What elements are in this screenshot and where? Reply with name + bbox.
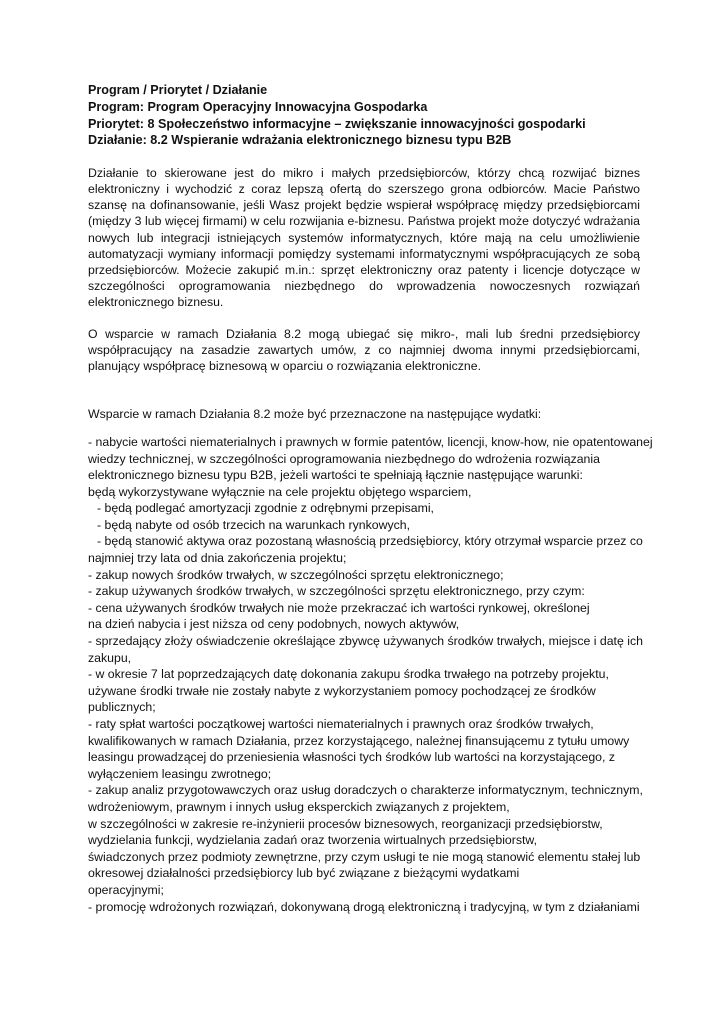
list-item: - będą nabyte od osób trzecich na warunkach rynkowych, (97, 517, 411, 532)
header-title: Program / Priorytet / Działanie (88, 83, 268, 97)
list-item: - zakup używanych środków trwałych, w szczególności sprzętu elektronicznego, przy czym: (88, 584, 585, 599)
list-item: publicznych; (88, 700, 156, 715)
list-item: leasingu prowadzącej do przeniesienia własności tych środków lub wartości na korzystającego, z (88, 750, 615, 765)
list-item: operacyjnymi; (88, 882, 164, 897)
header-priority: Priorytet: 8 Społeczeństwo informacyjne – zwiększanie innowacyjności gospodarki (88, 116, 586, 131)
list-item: elektronicznego biznesu typu B2B, jeżeli wartości te spełniają łącznie następujące warunki: (88, 468, 583, 483)
expenses-intro: Wsparcie w ramach Działania 8.2 może być przeznaczone na następujące wydatki: (88, 407, 542, 422)
list-item: - zakup nowych środków trwałych, w szczególności sprzętu elektronicznego; (88, 567, 504, 582)
list-item: - w okresie 7 lat poprzedzających datę dokonania zakupu środka trwałego na potrzeby projektu, (88, 667, 609, 682)
list-item: zakupu, (88, 650, 132, 665)
list-item: - sprzedający złoży oświadczenie określające zbywcę używanych środków trwałych, miejsce i datę ich (88, 634, 643, 649)
list-item: okresowej działalności przedsiębiorcy lub być związane z bieżącymi wydatkami (88, 866, 520, 881)
list-item: - raty spłat wartości początkowej wartości niematerialnych i prawnych oraz środków trwałych, (88, 717, 594, 731)
list-item: - nabycie wartości niematerialnych i prawnych w formie patentów, licencji, know-how, nie opatentowanej (88, 434, 653, 449)
list-item: wiedzy technicznej, w szczególności oprogramowania niezbędnego do wdrożenia rozwiązania (88, 451, 600, 466)
expenses-list (88, 434, 653, 915)
list-item: wydzielania funkcji, wydzielania zadań oraz tworzenia wirtualnych przedsiębiorstw, (88, 833, 538, 848)
list-item: - cena używanych środków trwałych nie może przekraczać ich wartości rynkowej, określonej (88, 600, 590, 615)
list-item: kwalifikowanych w ramach Działania, przez korzystającego, należnej finansującemu z tytułu umowy (88, 733, 630, 748)
list-item: w szczególności w zakresie re-inżynierii procesów biznesowych, reorganizacji przedsiębiorstw, (88, 816, 603, 831)
list-item: - zakup analiz przygotowawczych oraz usług doradczych o charakterze informatycznym, technicznym, (88, 783, 643, 798)
list-item: - promocję wdrożonych rozwiązań, dokonywaną drogą elektroniczną i tradycyjną, w tym z działaniami (88, 899, 640, 914)
list-item: używane środki trwałe nie zostały nabyte z wykorzystaniem pomocy pochodzącej ze środków (88, 683, 596, 698)
header-program: Program: Program Operacyjny Innowacyjna Gospodarka (88, 99, 428, 114)
list-item: wyłączeniem leasingu zwrotnego; (88, 766, 272, 781)
list-item: - będą podlegać amortyzacji zgodnie z odrębnymi przepisami, (97, 501, 434, 516)
eligibility-paragraph: O wsparcie w ramach Działania 8.2 mogą ubiegać się mikro-, mali lub średni przedsiębiorcy współpracujący na zasadzie zawartych umów, z co najmniej dwoma innymi przedsiębiorcami, planujący współpracę biznesową w oparciu o rozwiązania elektroniczne. (88, 327, 640, 374)
intro-paragraph: Działanie to skierowane jest do mikro i małych przedsiębiorców, którzy chcą rozwijać biznes elektroniczny i wychodzić z coraz lepszą ofertą do szerszego grona odbiorców. Macie Państwo szansę na dofinansowanie, jeśli Wasz projekt będzie wspierał współpracę między przedsiębiorcami (między 3 lub więcej firmami) w celu rozwijania e-biznesu. Państwa projekt może dotyczyć wdrażania nowych lub integracji istniejących systemów informatycznych, które mają na celu umożliwienie automatyzacji wymiany informacji pomiędzy systemami informatycznymi współpracujących ze sobą przedsiębiorców. Możecie zakupić m.in.: sprzęt elektroniczny oraz patenty i licencje dotyczące w szczególności oprogramowania niezbędnego do wprowadzenia nowoczesnych rozwiązań elektronicznego biznesu. (88, 166, 640, 309)
list-item: - będą stanowić aktywa oraz pozostaną własnością przedsiębiorcy, który otrzymał wsparcie przez co (97, 534, 643, 549)
header-action: Działanie: 8.2 Wspieranie wdrażania elektronicznego biznesu typu B2B (88, 133, 512, 148)
list-item: świadczonych przez podmioty zewnętrzne, przy czym usługi te nie mogą stanowić elementu stałej lub (88, 849, 641, 864)
document-page (88, 82, 653, 915)
list-item: wdrożeniowym, prawnym i innych usług eksperckich związanych z projektem, (88, 799, 510, 814)
list-item: będą wykorzystywane wyłącznie na cele projektu objętego wsparciem, (88, 484, 472, 499)
document-header (88, 82, 640, 149)
list-item: najmniej trzy lata od dnia zakończenia projektu; (88, 551, 347, 566)
list-item: na dzień nabycia i jest niższa od ceny podobnych, nowych aktywów, (88, 617, 460, 632)
